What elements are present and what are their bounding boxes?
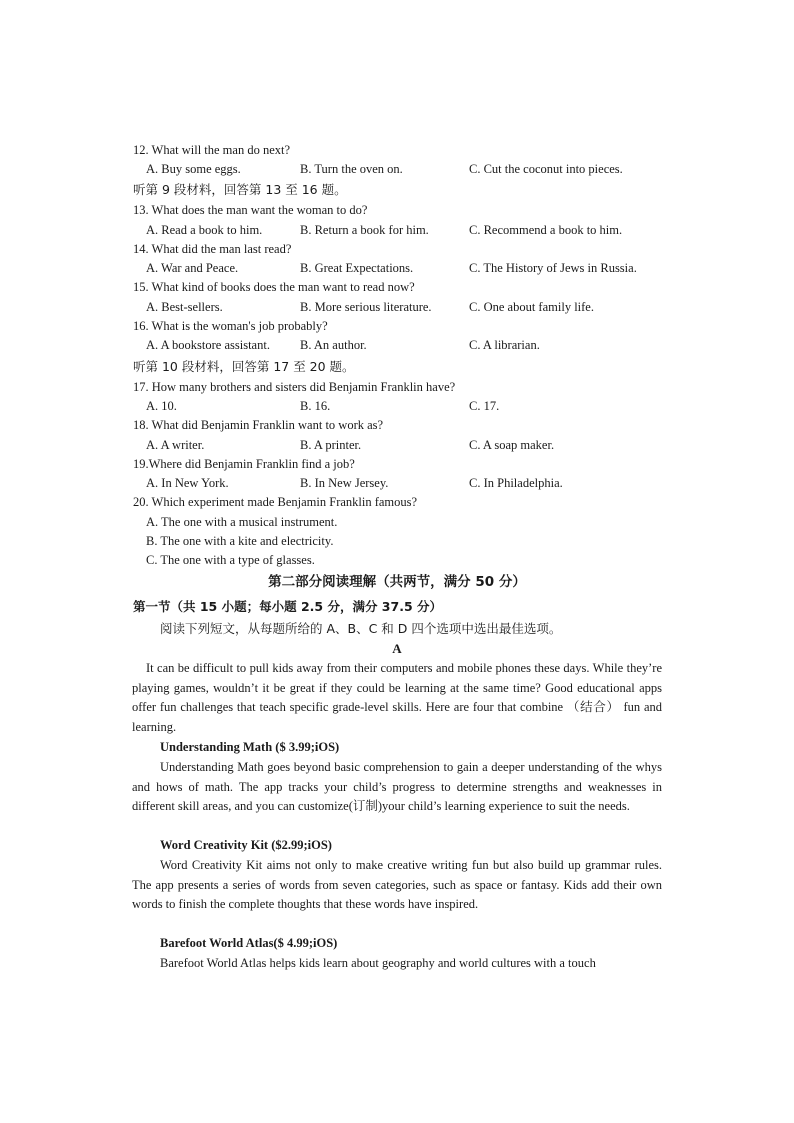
q16-option-b: B. An author. [300, 338, 367, 352]
q20-option-b: B. The one with a kite and electricity. [146, 534, 334, 548]
q16-option-a: A. A bookstore assistant. [146, 338, 270, 352]
passage-label: A [392, 641, 402, 656]
q15-option-a: A. Best-sellers. [146, 300, 223, 314]
q19-option-b: B. In New Jersey. [300, 476, 389, 490]
q17-option-c: C. 17. [469, 399, 500, 413]
q12-option-c: C. Cut the coconut into pieces. [469, 162, 623, 176]
q20-option-a: A. The one with a musical instrument. [146, 515, 338, 529]
question-17: 17. How many brothers and sisters did Benjamin Franklin have? [133, 380, 456, 394]
q19-option-a: A. In New York. [146, 476, 229, 490]
q18-option-c: C. A soap maker. [469, 438, 555, 452]
listening-instruction-10: 听第 10 段材料，回答第 17 至 20 题。 [133, 359, 355, 374]
q18-option-b: B. A printer. [300, 438, 362, 452]
q17-option-b: B. 16. [300, 399, 331, 413]
reading-instruction: 阅读下列短文，从每题所给的 A、B、C 和 D 四个选项中选出最佳选项。 [160, 621, 562, 636]
app-title-word-creativity-kit: Word Creativity Kit ($2.99;iOS) [160, 838, 332, 852]
q14-option-b: B. Great Expectations. [300, 261, 414, 275]
section1-title: 第一节（共 15 小题；每小题 2.5 分，满分 37.5 分） [133, 599, 442, 614]
part2-title: 第二部分阅读理解（共两节，满分 50 分） [268, 574, 526, 590]
question-18: 18. What did Benjamin Franklin want to work as? [133, 418, 384, 432]
q14-option-c: C. The History of Jews in Russia. [469, 261, 637, 275]
q13-option-c: C. Recommend a book to him. [469, 223, 623, 237]
listening-instruction-9: 听第 9 段材料，回答第 13 至 16 题。 [133, 182, 347, 197]
q12-option-a: A. Buy some eggs. [146, 162, 241, 176]
question-19: 19.Where did Benjamin Franklin find a job? [133, 457, 355, 471]
q15-option-c: C. One about family life. [469, 300, 594, 314]
question-12: 12. What will the man do next? [133, 143, 291, 157]
q17-option-a: A. 10. [146, 399, 177, 413]
q13-option-b: B. Return a book for him. [300, 223, 429, 237]
q12-option-b: B. Turn the oven on. [300, 162, 403, 176]
app-text-understanding-math: Understanding Math goes beyond basic comprehension to gain a deeper understanding of the whys and hows of math. The app tracks your child’s progress to determine strengths and weaknesses in different skill areas, and you can customize(订制)your child’s learning experience to suit the needs. [132, 760, 662, 814]
q14-option-a: A. War and Peace. [146, 261, 239, 275]
q13-option-a: A. Read a book to him. [146, 223, 263, 237]
q20-option-c: C. The one with a type of glasses. [146, 553, 315, 567]
q15-option-b: B. More serious literature. [300, 300, 432, 314]
q16-option-c: C. A librarian. [469, 338, 540, 352]
q18-option-a: A. A writer. [146, 438, 205, 452]
question-16: 16. What is the woman's job probably? [133, 319, 328, 333]
app-title-understanding-math: Understanding Math ($ 3.99;iOS) [160, 740, 340, 754]
q19-option-c: C. In Philadelphia. [469, 476, 563, 490]
question-15: 15. What kind of books does the man want to read now? [133, 280, 415, 294]
app-text-word-creativity-kit: Word Creativity Kit aims not only to make creative writing fun but also build up grammar rules. The app presents a series of words from seven categories, such as space or fantasy. Kids add their own words to finish the complete thoughts that these words have inspired. [132, 858, 662, 912]
question-20: 20. Which experiment made Benjamin Franklin famous? [133, 495, 418, 509]
question-13: 13. What does the man want the woman to do? [133, 203, 368, 217]
passage-intro: It can be difficult to pull kids away from their computers and mobile phones these days. While they’re playing games, wouldn’t it be great if they could be learning at the same time? Good educational apps offer fun challenges that teach specific grade-level skills. Here are four that combine （结合） fun and learning. [132, 661, 662, 734]
app-title-barefoot-world-atlas: Barefoot World Atlas($ 4.99;iOS) [160, 936, 338, 950]
question-14: 14. What did the man last read? [133, 242, 292, 256]
app-text-barefoot-world-atlas: Barefoot World Atlas helps kids learn about geography and world cultures with a touch [160, 956, 596, 970]
